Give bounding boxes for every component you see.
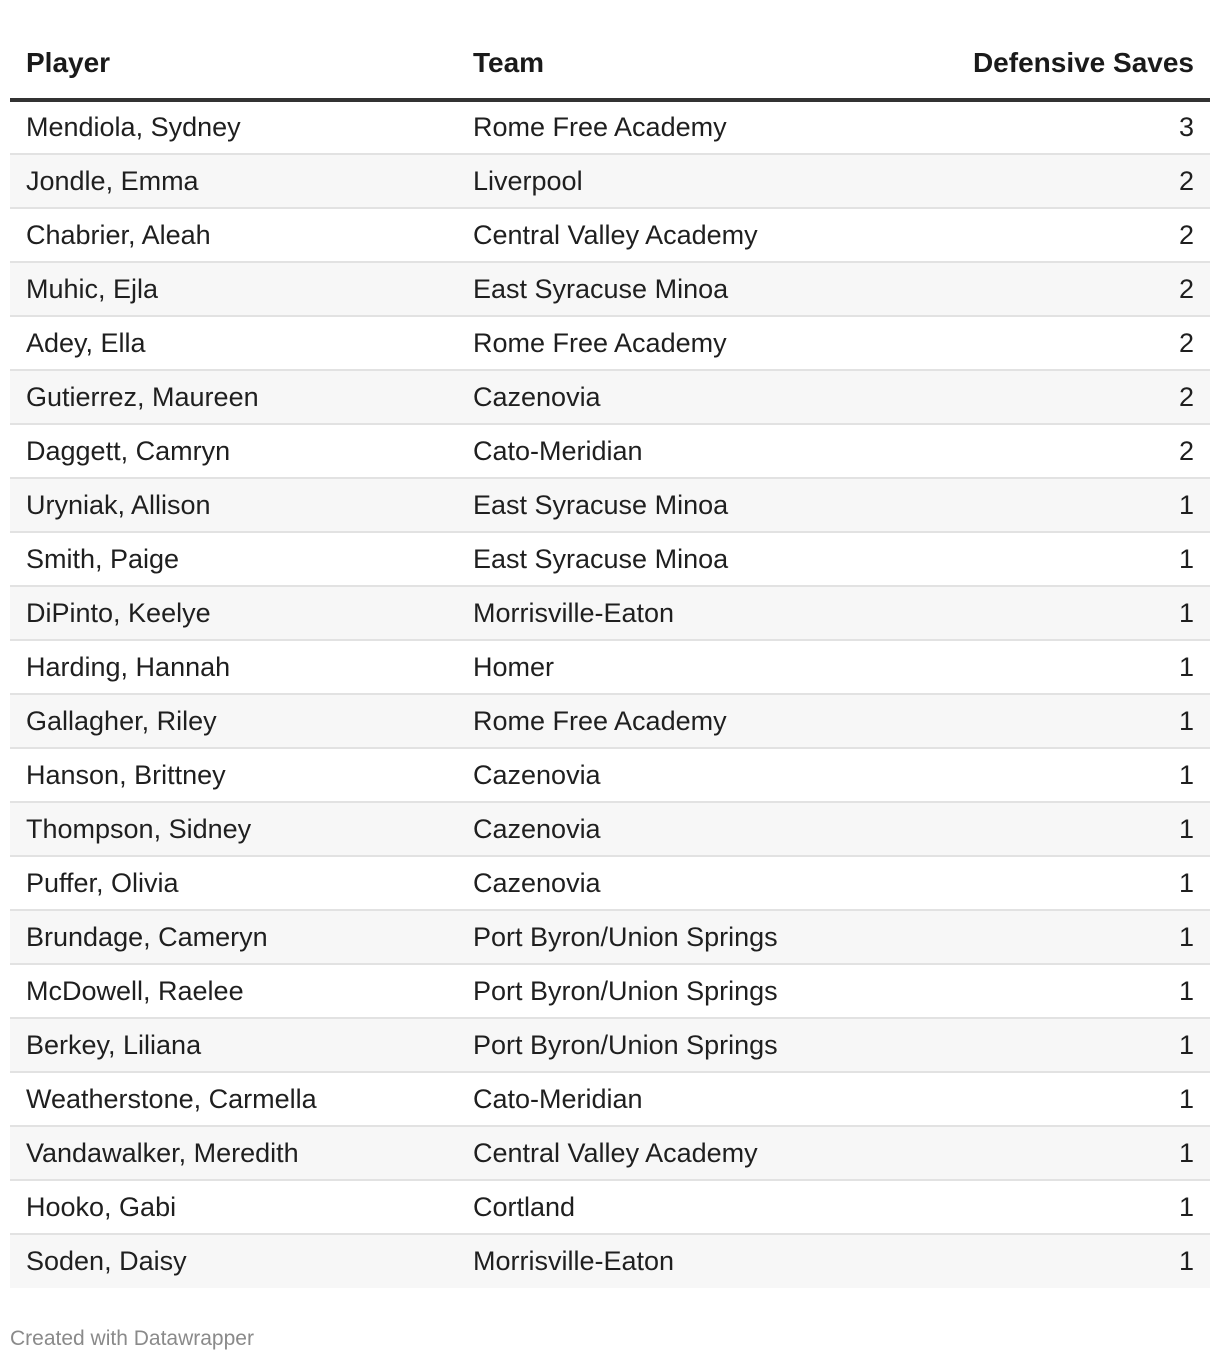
- table-row: [10, 154, 1210, 208]
- table-row: [10, 586, 1210, 640]
- saves-cell: 3: [907, 100, 1210, 154]
- player-cell: Hanson, Brittney: [10, 748, 457, 802]
- saves-cell: 2: [907, 262, 1210, 316]
- table-row: [10, 208, 1210, 262]
- table-row: [10, 910, 1210, 964]
- player-cell: Gutierrez, Maureen: [10, 370, 457, 424]
- player-cell: Adey, Ella: [10, 316, 457, 370]
- saves-cell: 1: [907, 1126, 1210, 1180]
- table-row: [10, 532, 1210, 586]
- saves-cell: 1: [907, 802, 1210, 856]
- table-row: [10, 1018, 1210, 1072]
- player-cell: Muhic, Ejla: [10, 262, 457, 316]
- table-row: [10, 640, 1210, 694]
- saves-cell: 2: [907, 316, 1210, 370]
- team-cell: Morrisville-Eaton: [457, 1234, 907, 1288]
- column-header-team[interactable]: Team: [457, 28, 907, 100]
- player-cell: Soden, Daisy: [10, 1234, 457, 1288]
- player-cell: Harding, Hannah: [10, 640, 457, 694]
- player-cell: Smith, Paige: [10, 532, 457, 586]
- saves-cell: 1: [907, 964, 1210, 1018]
- datawrapper-credit: Created with Datawrapper: [10, 1327, 254, 1350]
- team-cell: Central Valley Academy: [457, 1126, 907, 1180]
- table-row: [10, 100, 1210, 154]
- team-cell: Cortland: [457, 1180, 907, 1234]
- saves-cell: 1: [907, 1180, 1210, 1234]
- player-cell: Gallagher, Riley: [10, 694, 457, 748]
- player-cell: Mendiola, Sydney: [10, 100, 457, 154]
- table-row: [10, 478, 1210, 532]
- table-row: [10, 1072, 1210, 1126]
- player-cell: Puffer, Olivia: [10, 856, 457, 910]
- saves-cell: 1: [907, 586, 1210, 640]
- saves-cell: 2: [907, 424, 1210, 478]
- table-row: [10, 316, 1210, 370]
- player-cell: Vandawalker, Meredith: [10, 1126, 457, 1180]
- player-cell: Chabrier, Aleah: [10, 208, 457, 262]
- table-header: [10, 28, 1210, 100]
- table-row: [10, 1180, 1210, 1234]
- data-table-container: [10, 28, 1210, 1288]
- player-cell: Weatherstone, Carmella: [10, 1072, 457, 1126]
- table-body: [10, 100, 1210, 1288]
- team-cell: Port Byron/Union Springs: [457, 910, 907, 964]
- saves-cell: 1: [907, 1018, 1210, 1072]
- table-row: [10, 424, 1210, 478]
- player-cell: Hooko, Gabi: [10, 1180, 457, 1234]
- team-cell: East Syracuse Minoa: [457, 478, 907, 532]
- team-cell: Homer: [457, 640, 907, 694]
- saves-cell: 2: [907, 208, 1210, 262]
- defensive-saves-table: [10, 28, 1210, 1288]
- player-cell: Jondle, Emma: [10, 154, 457, 208]
- player-cell: DiPinto, Keelye: [10, 586, 457, 640]
- saves-cell: 1: [907, 910, 1210, 964]
- saves-cell: 1: [907, 1234, 1210, 1288]
- team-cell: Port Byron/Union Springs: [457, 964, 907, 1018]
- team-cell: Rome Free Academy: [457, 694, 907, 748]
- table-row: [10, 964, 1210, 1018]
- team-cell: Cato-Meridian: [457, 1072, 907, 1126]
- team-cell: Cazenovia: [457, 748, 907, 802]
- player-cell: McDowell, Raelee: [10, 964, 457, 1018]
- player-cell: Berkey, Liliana: [10, 1018, 457, 1072]
- player-cell: Thompson, Sidney: [10, 802, 457, 856]
- team-cell: East Syracuse Minoa: [457, 532, 907, 586]
- header-row: [10, 28, 1210, 100]
- table-row: [10, 1234, 1210, 1288]
- player-cell: Daggett, Camryn: [10, 424, 457, 478]
- team-cell: Central Valley Academy: [457, 208, 907, 262]
- saves-cell: 2: [907, 154, 1210, 208]
- team-cell: Cazenovia: [457, 856, 907, 910]
- team-cell: Rome Free Academy: [457, 100, 907, 154]
- player-cell: Brundage, Cameryn: [10, 910, 457, 964]
- team-cell: Liverpool: [457, 154, 907, 208]
- team-cell: Cazenovia: [457, 802, 907, 856]
- team-cell: Port Byron/Union Springs: [457, 1018, 907, 1072]
- column-header-defensive-saves[interactable]: Defensive Saves: [907, 28, 1210, 100]
- table-row: [10, 694, 1210, 748]
- table-row: [10, 262, 1210, 316]
- table-row: [10, 370, 1210, 424]
- column-header-player[interactable]: Player: [10, 28, 457, 100]
- saves-cell: 1: [907, 748, 1210, 802]
- team-cell: Cato-Meridian: [457, 424, 907, 478]
- saves-cell: 1: [907, 1072, 1210, 1126]
- team-cell: Cazenovia: [457, 370, 907, 424]
- saves-cell: 1: [907, 694, 1210, 748]
- table-row: [10, 802, 1210, 856]
- team-cell: Rome Free Academy: [457, 316, 907, 370]
- table-row: [10, 748, 1210, 802]
- saves-cell: 1: [907, 640, 1210, 694]
- table-row: [10, 856, 1210, 910]
- team-cell: East Syracuse Minoa: [457, 262, 907, 316]
- team-cell: Morrisville-Eaton: [457, 586, 907, 640]
- saves-cell: 1: [907, 532, 1210, 586]
- saves-cell: 2: [907, 370, 1210, 424]
- player-cell: Uryniak, Allison: [10, 478, 457, 532]
- saves-cell: 1: [907, 478, 1210, 532]
- saves-cell: 1: [907, 856, 1210, 910]
- table-row: [10, 1126, 1210, 1180]
